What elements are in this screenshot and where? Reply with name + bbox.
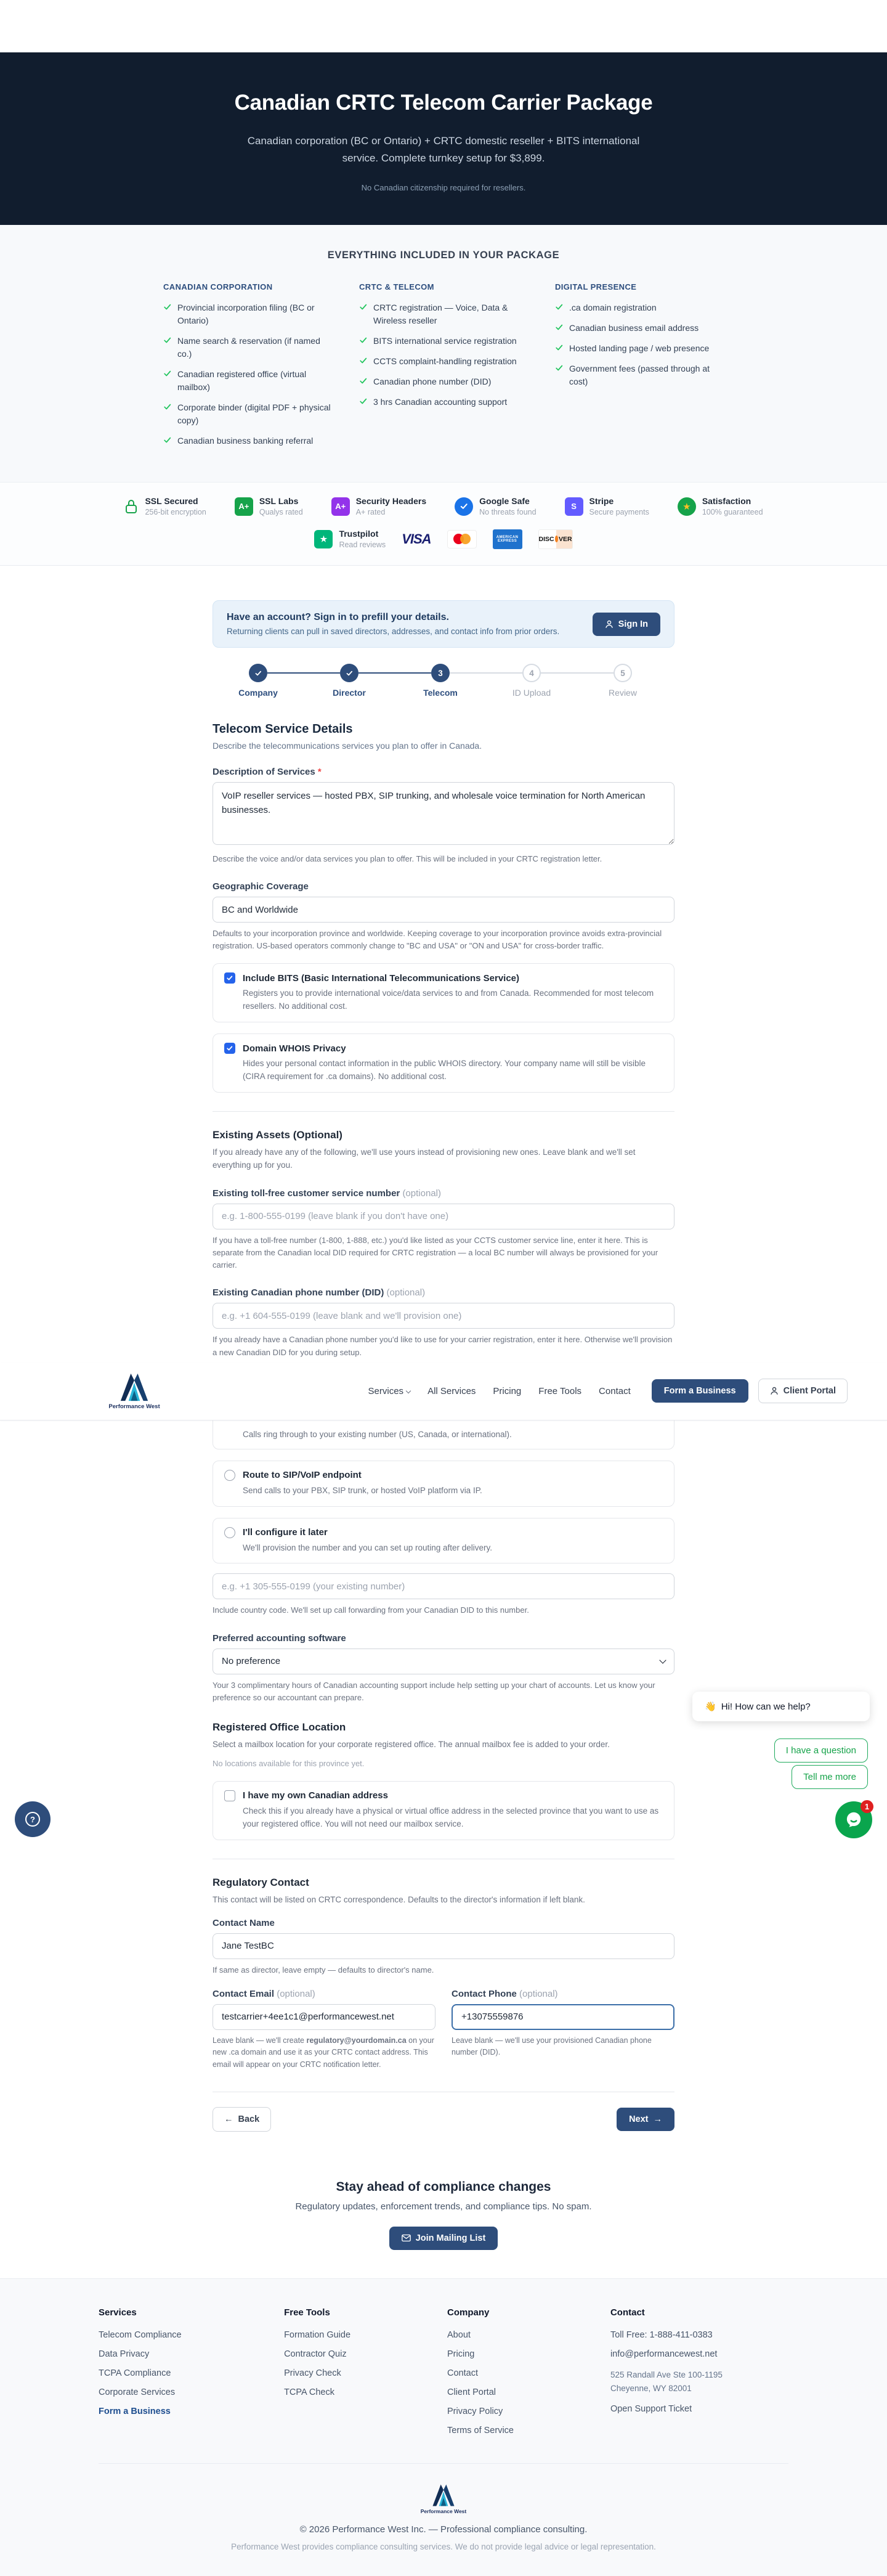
form-navigation bbox=[213, 2107, 674, 2132]
hero-note: No Canadian citizenship required for resellers. bbox=[361, 183, 526, 193]
accounting-select[interactable]: No preference bbox=[213, 1649, 674, 1674]
did-help: If you already have a Canadian phone number you'd like to use for your carrier registration, enter it here. Otherwise we'll provision a new Canadian DID for you during setup. bbox=[213, 1335, 673, 1357]
footer-logo: Performance West bbox=[0, 2484, 887, 2514]
check-icon bbox=[359, 397, 368, 406]
footer-link-terms[interactable]: Terms of Service bbox=[447, 2425, 514, 2435]
own-address-card[interactable] bbox=[213, 1781, 674, 1840]
visa-logo: VISA bbox=[402, 531, 431, 547]
bits-option-card[interactable] bbox=[213, 963, 674, 1022]
assets-intro: If you already have any of the following, we'll use yours instead of provisioning new ones. Leave blank and we'll set everything up for you. bbox=[213, 1147, 636, 1170]
office-intro: Select a mailbox location for your corporate registered office. The annual mailbox fee is added to your order. bbox=[213, 1739, 610, 1749]
form-a-business-button[interactable]: Form a Business bbox=[652, 1379, 748, 1403]
person-icon bbox=[770, 1387, 779, 1395]
check-icon bbox=[163, 336, 172, 344]
package-item: .ca domain registration bbox=[555, 301, 724, 314]
nav-free-tools[interactable]: Free Tools bbox=[538, 1385, 582, 1396]
footer-link-privacy-check[interactable]: Privacy Check bbox=[284, 2368, 341, 2378]
check-icon bbox=[359, 377, 368, 385]
footer-link-corporate-services[interactable]: Corporate Services bbox=[99, 2387, 176, 2397]
nav-pricing[interactable]: Pricing bbox=[493, 1385, 522, 1396]
trustpilot-star-icon: ★ bbox=[314, 530, 333, 548]
footer-email[interactable]: info@performancewest.net bbox=[610, 2349, 718, 2359]
footer-link-client-portal[interactable]: Client Portal bbox=[447, 2387, 496, 2397]
join-mailing-list-button[interactable]: Join Mailing List bbox=[389, 2227, 498, 2250]
step-id-upload[interactable]: 4 ID Upload bbox=[486, 664, 577, 698]
envelope-icon bbox=[402, 2234, 411, 2242]
newsletter-subheading: Regulatory updates, enforcement trends, and compliance tips. No spam. bbox=[295, 2201, 592, 2212]
package-item: BITS international service registration bbox=[359, 335, 528, 348]
package-heading: EVERYTHING INCLUDED IN YOUR PACKAGE bbox=[327, 250, 560, 261]
whois-description: Hides your personal contact information in the public WHOIS directory. Your company name will still be visible (CIRA requirement for .ca domains). No additional cost. bbox=[243, 1059, 646, 1082]
package-item: Canadian registered office (virtual mailbox) bbox=[163, 368, 332, 394]
badge-satisfaction: ★ Satisfaction 100% guaranteed bbox=[678, 496, 763, 516]
coverage-input[interactable] bbox=[213, 897, 674, 923]
accounting-label: Preferred accounting software bbox=[213, 1632, 346, 1644]
footer-services-column: Services Telecom Compliance Data Privacy TCPA Compliance Corporate Services Form a Business bbox=[99, 2307, 284, 2445]
office-empty-state: No locations available for this province yet. bbox=[213, 1758, 365, 1768]
signin-title: Have an account? Sign in to prefill your details. bbox=[227, 612, 449, 622]
routing-option-sip-card[interactable] bbox=[213, 1461, 674, 1507]
package-item: CCTS complaint-handling registration bbox=[359, 355, 528, 368]
chat-bubble-icon bbox=[843, 1809, 864, 1830]
mastercard-logo bbox=[447, 530, 477, 548]
package-item: Canadian business email address bbox=[555, 322, 724, 335]
footer-company-column: Company About Pricing Contact Client Portal Privacy Policy Terms of Service bbox=[447, 2307, 610, 2445]
check-icon bbox=[359, 356, 368, 365]
contact-grid bbox=[213, 1989, 674, 2071]
newsletter-heading: Stay ahead of compliance changes bbox=[336, 2179, 551, 2194]
tollfree-help: If you have a toll-free number (1-800, 1-888, etc.) you'd like listed as your CCTS customer service line, enter it here. This is separate from the Canadian local DID required for CRTC registration — a local BC number will always be provisioned for your carrier. bbox=[213, 1235, 658, 1270]
trustpilot-badge[interactable]: ★ Trustpilot Read reviews bbox=[314, 529, 386, 549]
nav-services[interactable]: Services bbox=[368, 1386, 411, 1396]
stripe-icon: S bbox=[565, 497, 583, 516]
chat-unread-badge: 1 bbox=[861, 1800, 873, 1813]
check-icon bbox=[163, 402, 172, 411]
package-item: Canadian business banking referral bbox=[163, 434, 332, 447]
progress-stepper bbox=[213, 664, 668, 698]
discover-circle-icon bbox=[555, 536, 558, 542]
office-heading: Registered Office Location bbox=[213, 1721, 346, 1733]
badge-google-safe: Google Safe No threats found bbox=[455, 496, 536, 516]
contact-email-label: Contact Email (optional) bbox=[213, 1988, 315, 1999]
package-section bbox=[0, 225, 887, 483]
sip-description: Send calls to your PBX, SIP trunk, or hosted VoIP platform via IP. bbox=[243, 1485, 482, 1495]
page bbox=[0, 52, 887, 2551]
trust-strip bbox=[0, 483, 887, 566]
later-description: We'll provision the number and you can set up routing after delivery. bbox=[243, 1543, 493, 1552]
package-item: Hosted landing page / web presence bbox=[555, 342, 724, 355]
nav-contact[interactable]: Contact bbox=[599, 1385, 631, 1396]
package-item: Canadian phone number (DID) bbox=[359, 375, 528, 388]
nav-all-services[interactable]: All Services bbox=[427, 1385, 476, 1396]
own-address-checkbox[interactable] bbox=[224, 1790, 235, 1801]
footer-free-tools-column: Free Tools Formation Guide Contractor Quiz Privacy Check TCPA Check bbox=[284, 2307, 447, 2445]
footer-address: 525 Randall Ave Ste 100-1195 Cheyenne, WY 82001 bbox=[610, 2370, 723, 2393]
performance-west-logo[interactable]: Performance West bbox=[115, 1372, 154, 1410]
chevron-down-icon bbox=[659, 1657, 666, 1663]
back-button[interactable]: ← Back bbox=[213, 2107, 271, 2132]
step-company[interactable]: Company bbox=[213, 664, 304, 698]
description-help: Describe the voice and/or data services you plan to offer. This will be included in your CRTC registration letter. bbox=[213, 854, 602, 863]
package-item: Name search & reservation (if named co.) bbox=[163, 335, 332, 361]
footer-link-contact[interactable]: Contact bbox=[447, 2368, 478, 2378]
lock-icon bbox=[124, 498, 139, 515]
did-input[interactable] bbox=[213, 1303, 674, 1329]
footer-copyright: © 2026 Performance West Inc. — Professional compliance consulting. bbox=[299, 2524, 588, 2535]
package-item: 3 hrs Canadian accounting support bbox=[359, 396, 528, 409]
whois-option-card[interactable] bbox=[213, 1033, 674, 1093]
person-icon bbox=[605, 620, 614, 629]
contact-name-help: If same as director, leave empty — defaults to director's name. bbox=[213, 1965, 434, 1975]
package-column-corporation bbox=[163, 282, 332, 455]
contact-name-input[interactable] bbox=[213, 1933, 674, 1959]
package-item: Provincial incorporation filing (BC or Ontario) bbox=[163, 301, 332, 327]
forward-number-input[interactable] bbox=[213, 1573, 674, 1599]
later-label: I'll configure it later bbox=[243, 1527, 328, 1538]
later-radio[interactable] bbox=[224, 1527, 235, 1538]
nav-links bbox=[368, 1386, 631, 1396]
description-textarea[interactable] bbox=[213, 782, 674, 845]
forward-number-help: Include country code. We'll set up call forwarding from your Canadian DID to this number. bbox=[213, 1605, 529, 1615]
amex-logo: AMERICAN EXPRESS bbox=[493, 529, 522, 549]
contact-phone-help: Leave blank — we'll use your provisioned Canadian phone number (DID). bbox=[452, 2036, 652, 2057]
signin-banner bbox=[213, 600, 674, 648]
footer-support-ticket[interactable]: Open Support Ticket bbox=[610, 2404, 692, 2415]
package-columns bbox=[163, 282, 724, 455]
footer-link-pricing[interactable]: Pricing bbox=[447, 2349, 475, 2359]
sign-in-button[interactable]: Sign In bbox=[593, 613, 660, 636]
package-item: Corporate binder (digital PDF + physical copy) bbox=[163, 401, 332, 427]
divider bbox=[213, 1111, 674, 1112]
trust-badges bbox=[0, 496, 887, 516]
chat-greeting-bubble[interactable]: 👋 Hi! How can we help? bbox=[692, 1692, 870, 1721]
footer-link-contractor-quiz[interactable]: Contractor Quiz bbox=[284, 2349, 347, 2359]
regulatory-intro: This contact will be listed on CRTC correspondence. Defaults to the director's information if left blank. bbox=[213, 1894, 585, 1904]
check-icon bbox=[555, 364, 564, 372]
package-column-digital bbox=[555, 282, 724, 455]
contact-phone-input[interactable] bbox=[452, 2004, 674, 2030]
badge-security-headers: A+ Security Headers A+ rated bbox=[331, 496, 426, 516]
contact-email-input[interactable] bbox=[213, 2004, 435, 2030]
badge-ssl-labs: A+ SSL Labs Qualys rated bbox=[235, 496, 303, 516]
next-button[interactable]: Next → bbox=[617, 2108, 674, 2131]
did-label: Existing Canadian phone number (DID) (optional) bbox=[213, 1287, 426, 1298]
step-check-icon bbox=[340, 664, 358, 682]
step-number: 4 bbox=[522, 664, 541, 682]
footer-link-form-a-business[interactable]: Form a Business bbox=[99, 2406, 171, 2416]
required-asterisk: * bbox=[317, 767, 322, 777]
wave-icon: 👋 bbox=[705, 1702, 716, 1712]
tollfree-label: Existing toll-free customer service number (optional) bbox=[213, 1188, 441, 1199]
step-number: 3 bbox=[431, 664, 450, 682]
client-portal-button[interactable]: Client Portal bbox=[758, 1379, 848, 1403]
sip-radio[interactable] bbox=[224, 1470, 235, 1481]
grade-a-plus-icon: A+ bbox=[331, 497, 350, 516]
form-heading: Telecom Service Details bbox=[213, 722, 353, 736]
help-button[interactable] bbox=[15, 1801, 51, 1837]
footer-disclaimer: Performance West provides compliance consulting services. We do not provide legal advice or legal representation. bbox=[231, 2541, 656, 2551]
badge-ssl-secured: SSL Secured 256-bit encryption bbox=[124, 496, 206, 516]
star-circle-icon: ★ bbox=[678, 497, 696, 516]
contact-email-help: Leave blank — we'll create regulatory@yourdomain.ca on your new .ca domain and use it as your CRTC contact address. This email will appear on your CRTC notification letter. bbox=[213, 2036, 434, 2069]
footer-link-tcpa-check[interactable]: TCPA Check bbox=[284, 2387, 334, 2397]
check-icon bbox=[555, 303, 564, 311]
check-icon bbox=[359, 303, 368, 311]
description-label: Description of Services * bbox=[213, 767, 322, 777]
coverage-help: Defaults to your incorporation province and worldwide. Keeping coverage to your incorporation province avoids extra-provincial registration. US-based operators commonly change to "BC and USA" or "ON and USA" for cross-border traffic. bbox=[213, 929, 662, 951]
bits-label: Include BITS (Basic International Telecommunications Service) bbox=[243, 972, 520, 984]
package-item: Government fees (passed through at cost) bbox=[555, 362, 724, 388]
arrow-right-icon: → bbox=[653, 2114, 662, 2124]
routing-option-forward-desc: Calls ring through to your existing number (US, Canada, or international). bbox=[243, 1429, 512, 1439]
coverage-label: Geographic Coverage bbox=[213, 881, 309, 892]
chat-launcher-button[interactable] bbox=[835, 1801, 872, 1838]
step-number: 5 bbox=[614, 664, 632, 682]
tollfree-input[interactable] bbox=[213, 1204, 674, 1229]
footer-contact-column: Contact Toll Free: 1-888-411-0383 info@performancewest.net 525 Randall Ave Ste 100-1195 Cheyenne, WY 82001 Open Support Ticket bbox=[610, 2307, 788, 2445]
grade-a-plus-icon: A+ bbox=[235, 497, 253, 516]
bits-checkbox-checked[interactable] bbox=[224, 972, 235, 984]
package-column-title: CANADIAN CORPORATION bbox=[163, 282, 273, 291]
chevron-down-icon bbox=[406, 1388, 411, 1393]
footer-link-about[interactable]: About bbox=[447, 2329, 471, 2340]
footer-link-data-privacy[interactable]: Data Privacy bbox=[99, 2349, 150, 2359]
chat-quick-reply-question[interactable]: I have a question bbox=[774, 1738, 868, 1763]
footer bbox=[0, 2278, 887, 2576]
arrow-left-icon: ← bbox=[224, 2114, 233, 2124]
question-mark-icon: ? bbox=[25, 1812, 40, 1827]
step-check-icon bbox=[249, 664, 267, 682]
footer-link-telecom-compliance[interactable]: Telecom Compliance bbox=[99, 2329, 182, 2340]
assets-heading: Existing Assets (Optional) bbox=[213, 1129, 342, 1141]
bits-description: Registers you to provide international voice/data services to and from Canada. Recommended for most telecom resellers. No additional cost. bbox=[243, 988, 654, 1011]
payment-row bbox=[0, 529, 887, 549]
check-icon bbox=[359, 336, 368, 344]
check-icon bbox=[555, 343, 564, 352]
whois-label: Domain WHOIS Privacy bbox=[243, 1043, 346, 1054]
check-icon bbox=[163, 303, 172, 311]
logo-mark-icon bbox=[117, 1372, 152, 1402]
footer-link-privacy-policy[interactable]: Privacy Policy bbox=[447, 2406, 503, 2416]
badge-stripe: S Stripe Secure payments bbox=[565, 496, 649, 516]
signin-subtitle: Returning clients can pull in saved directors, addresses, and contact info from prior orders. bbox=[227, 627, 560, 636]
step-director[interactable]: Director bbox=[304, 664, 395, 698]
package-column-title: DIGITAL PRESENCE bbox=[555, 282, 637, 291]
sip-label: Route to SIP/VoIP endpoint bbox=[243, 1470, 362, 1481]
contact-phone-label: Contact Phone (optional) bbox=[452, 1988, 558, 1999]
newsletter-section bbox=[0, 2180, 887, 2250]
footer-link-tcpa-compliance[interactable]: TCPA Compliance bbox=[99, 2368, 171, 2378]
check-icon bbox=[163, 436, 172, 444]
contact-name-label: Contact Name bbox=[213, 1917, 275, 1928]
check-icon bbox=[555, 323, 564, 332]
accounting-help: Your 3 complimentary hours of Canadian accounting support include help setting up your chart of accounts. Let us know your preference so our accountant can prepare. bbox=[213, 1680, 655, 1702]
logo-mark-icon bbox=[430, 2484, 457, 2507]
form-subheading: Describe the telecommunications services you plan to offer in Canada. bbox=[213, 741, 482, 751]
step-review[interactable]: 5 Review bbox=[577, 664, 668, 698]
package-item: CRTC registration — Voice, Data & Wireless reseller bbox=[359, 301, 528, 327]
routing-option-later-card[interactable] bbox=[213, 1518, 674, 1564]
whois-checkbox-checked[interactable] bbox=[224, 1043, 235, 1054]
own-address-label: I have my own Canadian address bbox=[243, 1790, 388, 1801]
own-address-description: Check this if you already have a physical or virtual office address in the selected province that you want to use as your registered office. You will not need our mailbox service. bbox=[243, 1806, 659, 1828]
footer-link-formation-guide[interactable]: Formation Guide bbox=[284, 2329, 351, 2340]
hero-subtitle: Canadian corporation (BC or Ontario) + CRTC domestic reseller + BITS international service. Complete turnkey setup for $3,899. bbox=[247, 135, 640, 165]
check-circle-icon bbox=[455, 497, 473, 516]
check-icon bbox=[163, 369, 172, 378]
discover-logo: DISC VER bbox=[538, 529, 573, 549]
chat-quick-reply-tell-me-more[interactable]: Tell me more bbox=[792, 1765, 868, 1789]
footer-phone[interactable]: Toll Free: 1-888-411-0383 bbox=[610, 2329, 713, 2340]
package-column-telecom bbox=[359, 282, 528, 455]
sticky-navbar bbox=[0, 1363, 887, 1420]
hero-banner bbox=[0, 52, 887, 225]
routing-section bbox=[108, 1377, 836, 1449]
regulatory-heading: Regulatory Contact bbox=[213, 1876, 309, 1888]
step-telecom[interactable]: 3 Telecom bbox=[395, 664, 486, 698]
page-title: Canadian CRTC Telecom Carrier Package bbox=[234, 91, 653, 115]
package-column-title: CRTC & TELECOM bbox=[359, 282, 434, 291]
footer-divider bbox=[99, 2463, 788, 2464]
